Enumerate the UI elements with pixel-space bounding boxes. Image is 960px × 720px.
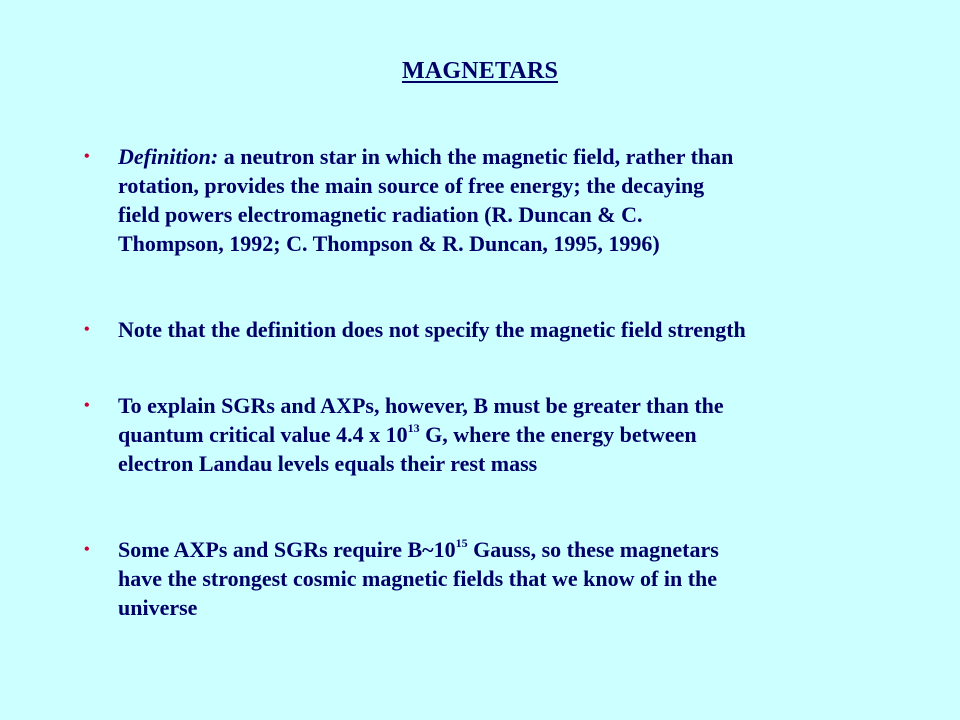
bullet-dot-icon: • <box>84 321 90 338</box>
bullet-line: Note that the definition does not specify the magnetic field strength <box>118 317 746 342</box>
bullet-text <box>118 315 884 344</box>
bullet-line <box>118 142 884 171</box>
bullet-dot-icon: • <box>84 397 90 414</box>
exponent: 15 <box>455 536 468 550</box>
bullet-line: have the strongest cosmic magnetic fields that we know of in the <box>118 566 718 591</box>
bullet-text <box>118 535 884 622</box>
bullet-line: Thompson, 1992; C. Thompson & R. Duncan, 1995, 1996) <box>118 231 660 256</box>
bullet-line <box>118 420 884 449</box>
definition-label: Definition: <box>118 144 219 169</box>
bullet-text <box>118 142 884 258</box>
bullet-line: rotation, provides the main source of free energy; the decaying <box>118 173 705 198</box>
line-text: G, where the energy between <box>419 422 697 447</box>
line-text: Gauss, so these magnetars <box>467 537 719 562</box>
exponent: 13 <box>407 421 420 435</box>
bullet-line: universe <box>118 595 198 620</box>
bullet-text <box>118 391 884 478</box>
line-text: quantum critical value 4.4 x 10 <box>118 422 408 447</box>
slide-title: MAGNETARS <box>401 58 559 84</box>
bullet-dot-icon: • <box>84 541 90 558</box>
bullet-line: field powers electromagnetic radiation (R. Duncan & C. <box>118 202 643 227</box>
bullet-line: To explain SGRs and AXPs, however, B must be greater than the <box>118 393 724 418</box>
definition-text: a neutron star in which the magnetic field, rather than <box>218 144 734 169</box>
line-text: Some AXPs and SGRs require B~10 <box>118 537 456 562</box>
bullet-line: electron Landau levels equals their rest mass <box>118 451 538 476</box>
bullet-dot-icon: • <box>84 148 90 165</box>
bullet-line <box>118 535 884 564</box>
